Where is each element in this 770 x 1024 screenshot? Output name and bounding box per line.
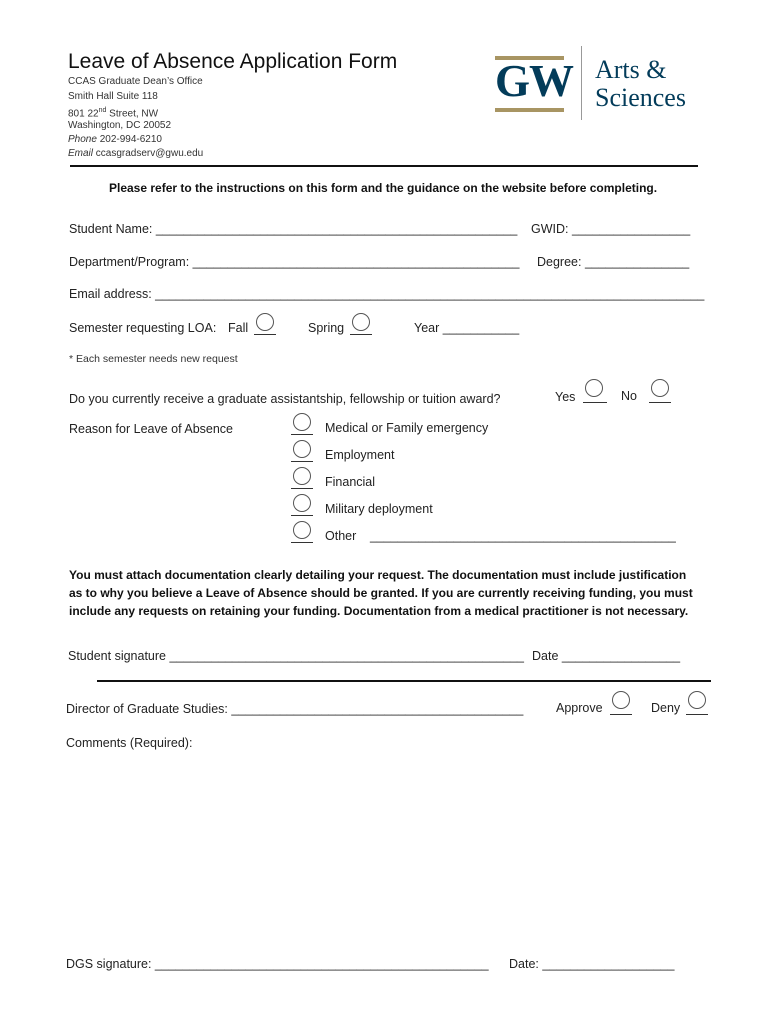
reason-underline bbox=[291, 488, 313, 489]
email-field[interactable]: Email address: _______________________________________________________________________________ bbox=[69, 287, 705, 301]
header-divider bbox=[70, 165, 698, 167]
student-signature-field[interactable]: Student signature ___________________________________________________ bbox=[68, 649, 525, 663]
reason-radio-other[interactable] bbox=[293, 521, 311, 539]
reason-underline bbox=[291, 434, 313, 435]
assistantship-question: Do you currently receive a graduate assistantship, fellowship or tuition award? bbox=[69, 392, 501, 406]
semester-note: * Each semester needs new request bbox=[69, 353, 238, 365]
page-title: Leave of Absence Application Form bbox=[68, 50, 398, 73]
student-name-field[interactable]: Student Name: ____________________________________________________ bbox=[69, 222, 518, 236]
reason-radio-military[interactable] bbox=[293, 494, 311, 512]
approve-label: Approve bbox=[556, 701, 603, 715]
no-radio[interactable] bbox=[651, 379, 669, 397]
comments-label: Comments (Required): bbox=[66, 736, 193, 750]
reason-underline bbox=[291, 542, 313, 543]
reason-option-medical: Medical or Family emergency bbox=[325, 421, 489, 435]
fall-radio[interactable] bbox=[256, 313, 274, 331]
approve-radio[interactable] bbox=[612, 691, 630, 709]
office-suite: Smith Hall Suite 118 bbox=[68, 91, 158, 102]
fall-label: Fall bbox=[228, 321, 249, 335]
deny-label: Deny bbox=[651, 701, 681, 715]
approve-underline bbox=[610, 714, 632, 715]
spring-radio[interactable] bbox=[352, 313, 370, 331]
gwid-field[interactable]: GWID: _________________ bbox=[531, 222, 691, 236]
reason-option-financial: Financial bbox=[325, 475, 376, 489]
reason-option-employment: Employment bbox=[325, 448, 395, 462]
year-field[interactable]: Year ___________ bbox=[414, 321, 520, 335]
yes-label: Yes bbox=[555, 390, 576, 404]
reason-option-military: Military deployment bbox=[325, 502, 433, 516]
spring-label: Spring bbox=[308, 321, 345, 335]
instruction-text: Please refer to the instructions on this form and the guidance on the website before completing. bbox=[109, 181, 658, 195]
director-field[interactable]: Director of Graduate Studies: __________________________________________ bbox=[66, 702, 524, 716]
reason-underline bbox=[291, 515, 313, 516]
degree-field[interactable]: Degree: _______________ bbox=[537, 255, 690, 269]
reason-underline bbox=[291, 461, 313, 462]
office-city: Washington, DC 20052 bbox=[68, 120, 172, 131]
office-phone: Phone 202-994-6210 bbox=[68, 134, 162, 145]
director-divider bbox=[97, 680, 711, 682]
yes-radio[interactable] bbox=[585, 379, 603, 397]
dgs-signature-field[interactable]: DGS signature: ________________________________________________ bbox=[66, 957, 489, 971]
student-date-field[interactable]: Date _________________ bbox=[532, 649, 681, 663]
other-reason-field[interactable]: ____________________________________________ bbox=[370, 529, 676, 543]
dgs-date-field[interactable]: Date: ___________________ bbox=[509, 957, 675, 971]
documentation-line-2: as to why you believe a Leave of Absence should be granted. If you are currently receiving funding, you must bbox=[69, 586, 693, 600]
reason-option-other: Other bbox=[325, 529, 357, 543]
gw-logo: GW bbox=[495, 56, 574, 106]
spring-underline bbox=[350, 334, 372, 335]
logo-sciences: Sciences bbox=[595, 83, 686, 112]
no-label: No bbox=[621, 389, 637, 403]
deny-radio[interactable] bbox=[688, 691, 706, 709]
no-underline bbox=[649, 402, 671, 403]
reason-radio-financial[interactable] bbox=[293, 467, 311, 485]
documentation-line-1: You must attach documentation clearly detailing your request. The documentation must include justification bbox=[69, 568, 687, 582]
reason-radio-medical[interactable] bbox=[293, 413, 311, 431]
department-field[interactable]: Department/Program: _______________________________________________ bbox=[69, 255, 520, 269]
logo-arts: Arts & bbox=[595, 55, 667, 84]
logo-divider bbox=[581, 46, 582, 120]
office-street: 801 22nd Street, NW bbox=[68, 107, 159, 120]
semester-label: Semester requesting LOA: bbox=[69, 321, 217, 335]
office-name: CCAS Graduate Dean’s Office bbox=[68, 76, 203, 87]
reason-label: Reason for Leave of Absence bbox=[69, 422, 234, 436]
logo-bar-bottom bbox=[495, 108, 564, 112]
office-email: Email ccasgradserv@gwu.edu bbox=[68, 148, 204, 159]
yes-underline bbox=[583, 402, 607, 403]
fall-underline bbox=[254, 334, 276, 335]
deny-underline bbox=[686, 714, 708, 715]
reason-radio-employment[interactable] bbox=[293, 440, 311, 458]
documentation-line-3: include any requests on retaining your funding. Documentation from a medical practitioner is not necessary. bbox=[69, 604, 689, 618]
